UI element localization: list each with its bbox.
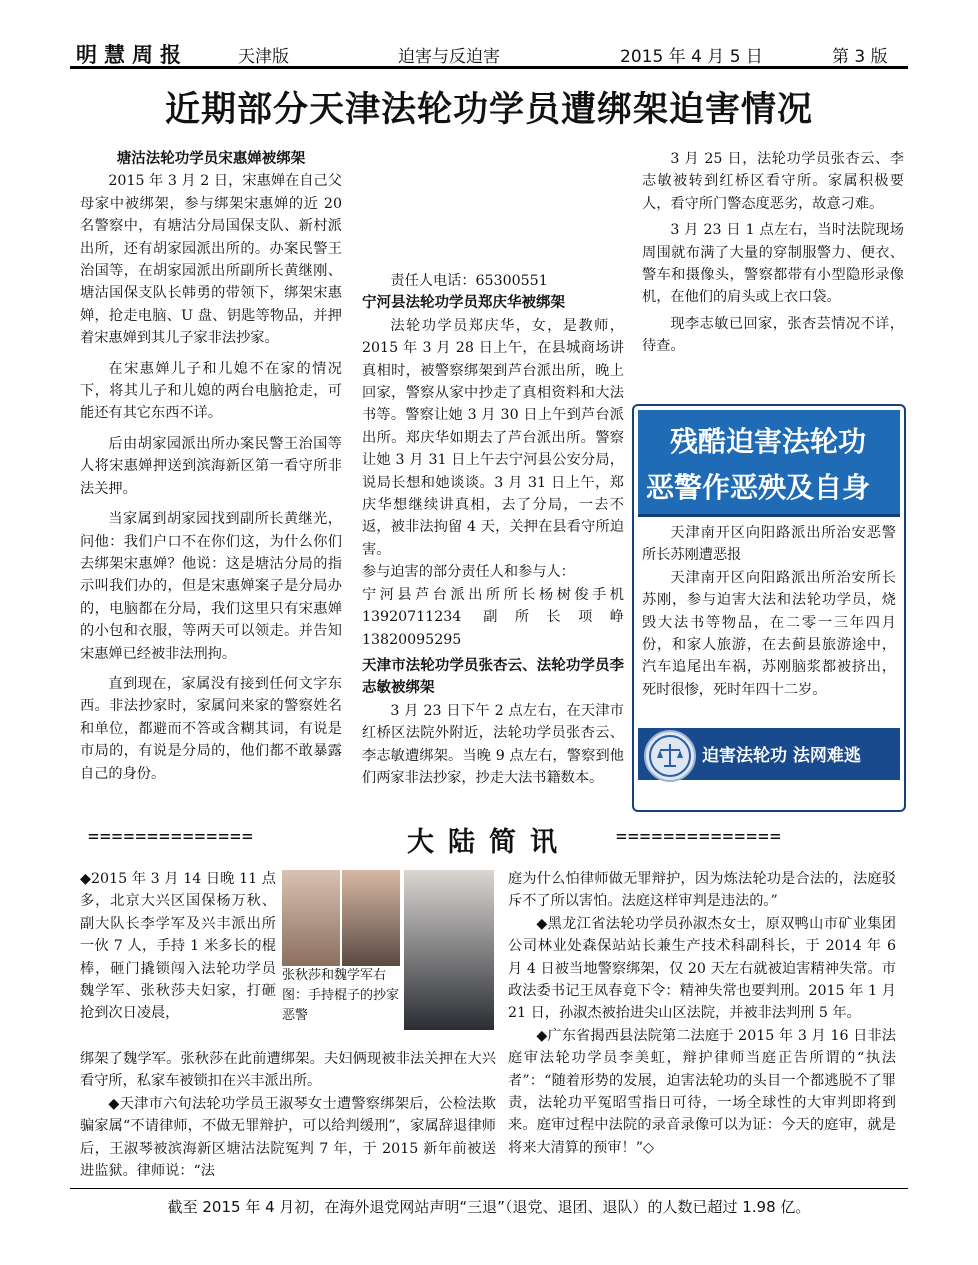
brief-item-1-top [80,868,276,1025]
article-2-responsible-list: 宁河县芦台派出所所长杨树俊手机 13920711234 副所长项峥 13820095295 [362,586,624,648]
photo-group [282,870,494,1030]
page-number: 第 3 版 [832,47,888,67]
brief-item-3-text: ◆黑龙江省法轮功学员孙淑杰女士，原双鸭山市矿业集团公司林业处森保站站长兼生产技术科副科长，于 2014 年 6 月 4 日被当地警察绑架，仅 20 天左右就被迫害精神失常。市政法委书记王凤春竟下令：精神失常也要判刑。2015 年 1 月 21 日，孙淑杰被抬进尖山区法院，并被非法判刑 5 年。 [508,915,896,1022]
box-paragraph: 天津南开区向阳路派出所治安所长苏刚，参与迫害大法和法轮功学员，烧毁大法书等物品，在二零一三年四月份，和家人旅游，在去蓟县旅游途中，汽车追尾出车祸，苏刚脑浆都被挤出，死时很惨，死时年四十二岁。 [642,569,896,698]
justice-seal-icon [644,730,696,782]
article-column-2 [362,262,624,789]
police-officer-photo [404,870,494,1030]
article-2-paragraph: 法轮功学员郑庆华，女，是教师，2015 年 3 月 28 日上午，在县城商场讲真相时，被警察绑架到芦台派出所，晚上回家，警察从家中抄走了真相资料和大法书等。警察让她 3 月 30 日上午到芦台派出所。郑庆华如期去了芦台派出所。警察让她 3 月 31 日上午去宁河县公安分局，说局长想和她谈谈。3 月 31 日上午，郑庆华想继续讲真相，去了分局，一去不返，被非法拘留 4 天，关押在县看守所迫害。 [362,317,624,558]
retribution-box [632,404,906,812]
article-3-title: 天津市法轮功学员张杏云、法轮功学员李志敏被绑架 [362,657,624,697]
article-2-responsible-heading: 参与迫害的部分责任人和参与人： [362,564,575,581]
article-1-paragraph-continued: 直到现在，家属没有接到任何文字东西。非法抄家时，家属问来家的警察姓名和单位，都避而不答或含糊其词，有说是市局的，有说是分局的，他们都不敢暴露自己的身份。 [80,675,342,782]
article-1-title: 塘沽法轮功学员宋惠婵被绑架 [116,151,306,167]
article-1-contact: 责任人电话：65300551 [390,273,548,289]
divider-left-rule: ============== [88,826,254,847]
brief-right-column [508,868,896,1159]
article-2-title: 宁河县法轮功学员郑庆华被绑架 [362,295,565,312]
brief-item-1-text: ◆2015 年 3 月 14 日晚 11 点多，北京大兴区国保杨万秋、副大队长李学军及兴丰派出所一伙 7 人，手持 1 米多长的棍棒，砸门撬锁闯入法轮功学员魏学军、张秋莎夫妇家，打砸抢到次日凌晨， [80,871,276,1022]
section-title: 大陆简讯 [407,827,571,858]
portrait-photo-woman [282,870,340,966]
footer-rule [70,1188,908,1189]
box-banner-line-2: 恶警作恶殃及自身 [646,471,871,504]
brief-item-2-text: ◆天津市六旬法轮功学员王淑琴女士遭警察绑架后，公检法欺骗家属“不请律师，不做无罪辩护，可以给判缓刑”，家属辞退律师后，王淑琴被滨海新区塘沽法院冤判 7 年，于 2015 新年前被送进监狱。律师说：“法 [80,1095,496,1180]
article-column-3 [642,148,904,358]
page-headline: 近期部分天津法轮功学员遭绑架迫害情况 [164,89,813,130]
article-1-paragraph: 2015 年 3 月 2 日，宋惠婵在自己父母家中被绑架，参与绑架宋惠婵的近 20 名警察中，有塘沽分局国保支队、新村派出所，还有胡家园派出所的。办案民警王治国等，在胡家园派出所副所长黄继刚、塘沽国保支队长韩勇的带领下，绑架宋惠婵，抢走电脑、U 盘、钥匙等物品，并押着宋惠婵到其儿子家非法抄家。 [80,173,342,347]
brief-item-2-continued: 庭为什么怕律师做无罪辩护，因为炼法轮功是合法的，法庭驳斥不了所以害怕。法庭这样审判是违法的。” [508,871,896,910]
portrait-photo-man [342,870,400,966]
article-3-paragraph: 3 月 23 日 1 点左右，当时法院现场周围就布满了大量的穿制服警力、便衣、警车和摄像头，警察都带有小型隐形录像机，在他们的肩头或上衣口袋。 [642,222,904,306]
box-subtitle: 天津南开区向阳路派出所治安恶警所长苏刚遭恶报 [642,525,896,564]
brief-item-4-text: ◆广东省揭西县法院第二法庭于 2015 年 3 月 16 日非法庭审法轮功学员李美虹，辩护律师当庭正告所谓的“执法者”：“随着形势的发展，迫害法轮功的头目一个都逃脱不了罪责，法轮功平冤昭雪指日可待，一场全球性的大审判即将到来。庭审过程中法院的录音录像可以为证：今天的庭审，就是将来大清算的预审！”◇ [508,1027,896,1156]
section-divider [70,820,908,858]
box-banner [638,410,900,517]
footer-note: 截至 2015 年 4 月初，在海外退党网站声明“三退”（退党、退团、退队）的人数已超过 1.98 亿。 [167,1198,811,1216]
box-body [642,522,896,701]
box-banner-line-1: 残酷迫害法轮功 [670,425,867,458]
article-3-paragraph: 现李志敏已回家，张杏芸情况不详，待查。 [642,315,904,355]
article-1-paragraph: 在宋惠婵儿子和儿媳不在家的情况下，将其儿子和儿媳的两台电脑抢走，可能还有其它东西不详。 [80,360,342,422]
article-column-1 [80,148,342,785]
photo-caption: 张秋莎和魏学军右图：手持棍子的抄家恶警 [282,968,400,1023]
section-label: 迫害与反迫害 [398,47,500,67]
brief-item-1-continued: 绑架了魏学军。张秋莎在此前遭绑架。夫妇俩现被非法关押在大兴看守所，私家车被锁扣在兴丰派出所。 [80,1051,496,1090]
box-footer-banner [638,728,900,780]
issue-date: 2015 年 4 月 5 日 [620,47,763,67]
article-1-paragraph: 后由胡家园派出所办案民警王治国等人将宋惠婵押送到滨海新区第一看守所非法关押。 [80,435,342,497]
edition-label: 天津版 [238,47,289,67]
box-footer-text: 迫害法轮功 法网难逃 [702,746,861,766]
article-3-paragraph: 3 月 25 日，法轮功学员张杏云、李志敏被转到红桥区看守所。家属积极要人，看守所门警态度恶劣，故意刁难。 [642,151,904,212]
newspaper-logo: 明慧周报 [76,43,188,67]
article-1-paragraph: 当家属到胡家园找到副所长黄继光，问他：我们户口不在你们这，为什么你们去绑架宋惠婵？他说：这是塘沽分局的指示叫我们办的，但是宋惠婵案子是分局办的，电脑都在分局，我们这里只有宋惠婵的小包和衣服，等两天可以领走。并告知宋惠婵已经被非法刑拘。 [80,511,342,662]
masthead-rule [70,66,908,69]
masthead [70,36,908,68]
article-3-paragraph: 3 月 23 日下午 2 点左右，在天津市红桥区法院外附近，法轮功学员张杏云、李志敏遭绑架。当晚 9 点左右，警察到他们两家非法抄家，抄走大法书籍数本。 [362,702,624,786]
brief-left-column [80,1048,496,1182]
divider-right-rule: ============== [616,826,782,847]
